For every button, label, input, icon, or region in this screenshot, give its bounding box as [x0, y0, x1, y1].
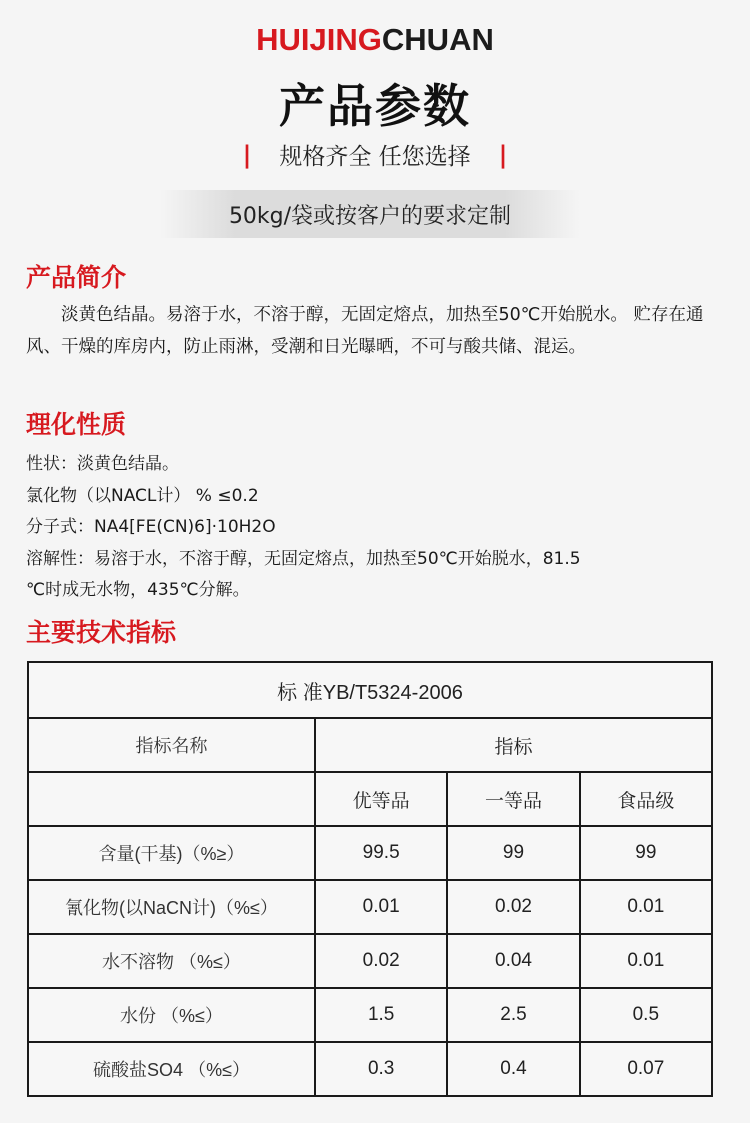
intro-heading: 产品简介 [26, 263, 127, 292]
table-row [28, 718, 712, 772]
value-cell: 2.5 [447, 988, 579, 1042]
properties-heading: 理化性质 [26, 410, 127, 439]
brand-logo [0, 22, 750, 58]
value-cell: 0.01 [580, 934, 712, 988]
packaging-banner: 50kg/袋或按客户的要求定制 [160, 190, 580, 238]
property-line: 溶解性：易溶于水，不溶于醇，无固定熔点，加热至50℃开始脱水，81.5 [26, 549, 581, 569]
table-row [28, 826, 712, 880]
subtitle [0, 138, 750, 171]
header-index-cell: 指标 [315, 718, 712, 772]
row-name-cell: 水份 （%≤） [28, 988, 315, 1042]
property-line: 性状：淡黄色结晶。 [26, 454, 179, 474]
value-cell: 0.4 [447, 1042, 579, 1096]
page-title: 产品参数 [279, 79, 471, 133]
value-cell: 99.5 [315, 826, 447, 880]
property-line: 氯化物（以NACL计） % ≤0.2 [26, 486, 259, 506]
row-name-cell: 硫酸盐SO4 （%≤） [28, 1042, 315, 1096]
empty-cell [28, 772, 315, 826]
brand-part-dark: CHUAN [381, 22, 494, 57]
row-name-cell: 氰化物(以NaCN计)（%≤） [28, 880, 315, 934]
property-line: 分子式：NA4[FE(CN)6]·10H2O [26, 517, 276, 537]
property-line: ℃时成无水物，435℃分解。 [26, 580, 250, 600]
grade-cell: 食品级 [580, 772, 712, 826]
subtitle-text: 规格齐全 任您选择 [279, 144, 471, 170]
table-row [28, 1042, 712, 1096]
table-row [28, 880, 712, 934]
table-row [28, 934, 712, 988]
header-name-cell: 指标名称 [28, 718, 315, 772]
table-row [28, 988, 712, 1042]
grade-cell: 一等品 [447, 772, 579, 826]
grade-cell: 优等品 [315, 772, 447, 826]
row-name-cell: 水不溶物 （%≤） [28, 934, 315, 988]
value-cell: 99 [447, 826, 579, 880]
subtitle-bar-right: | [498, 140, 508, 169]
brand-part-red: HUIJING [256, 22, 382, 57]
table-row [28, 662, 712, 718]
value-cell: 0.3 [315, 1042, 447, 1096]
table-row [28, 772, 712, 826]
intro-text: 淡黄色结晶。易溶于水，不溶于醇，无固定熔点，加热至50℃开始脱水。 贮存在通风、干燥的库房内，防止雨淋，受潮和日光曝晒，不可与酸共储、混运。 [26, 305, 704, 357]
spec-table [27, 661, 713, 1097]
value-cell: 1.5 [315, 988, 447, 1042]
specs-heading: 主要技术指标 [26, 618, 177, 647]
value-cell: 99 [580, 826, 712, 880]
subtitle-bar-left: | [242, 140, 252, 169]
value-cell: 0.02 [447, 880, 579, 934]
value-cell: 0.07 [580, 1042, 712, 1096]
value-cell: 0.02 [315, 934, 447, 988]
value-cell: 0.5 [580, 988, 712, 1042]
value-cell: 0.01 [580, 880, 712, 934]
row-name-cell: 含量(干基)（%≥） [28, 826, 315, 880]
value-cell: 0.04 [447, 934, 579, 988]
value-cell: 0.01 [315, 880, 447, 934]
standard-cell: 标 准YB/T5324-2006 [28, 662, 712, 718]
